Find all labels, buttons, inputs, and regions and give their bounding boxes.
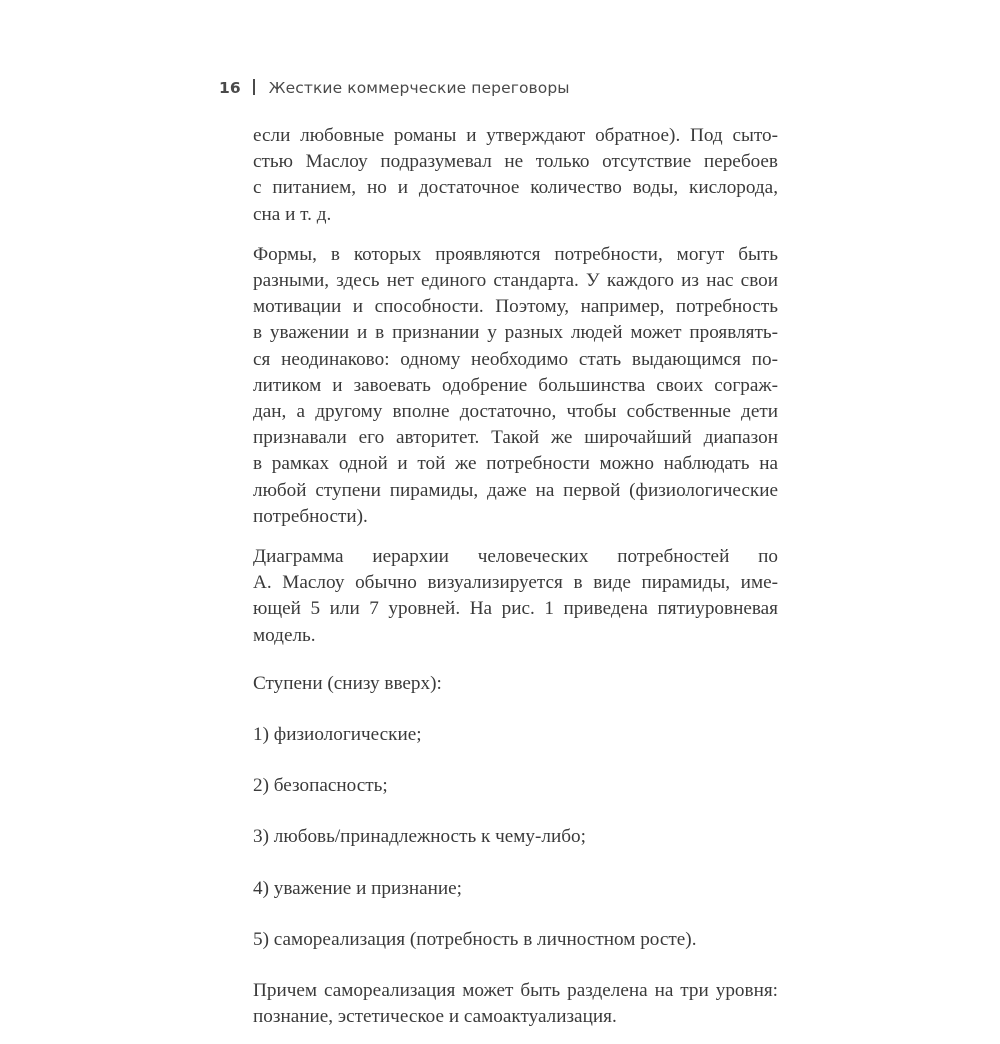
- paragraph-self-actualization-levels: [253, 978, 778, 1030]
- step-item-esteem: 4) уважение и признание;: [253, 877, 463, 899]
- text-line: в уважении и в признании у разных людей может проявлять-: [253, 322, 778, 344]
- text-line: если любовные романы и утверждают обратное). Под сыто-: [253, 125, 778, 146]
- step-item-safety: 2) безопасность;: [253, 775, 388, 797]
- steps-intro: Ступени (снизу вверх):: [253, 672, 442, 694]
- text-line: мотивации и способности. Поэтому, например, потребность: [253, 296, 778, 318]
- text-line: разными, здесь нет единого стандарта. У каждого из нас свои: [253, 270, 778, 292]
- header-separator: [253, 79, 255, 95]
- text-line: стью Маслоу подразумевал не только отсутствие перебоев: [253, 151, 778, 173]
- step-item-belonging: 3) любовь/принадлежность к чему-либо;: [253, 826, 586, 848]
- running-header: [219, 79, 570, 97]
- text-line: А. Маслоу обычно визуализируется в виде пирамиды, име-: [253, 572, 778, 594]
- steps-list: [253, 722, 778, 953]
- text-line: признавали его авторитет. Такой же широчайший диапазон: [253, 427, 778, 449]
- text-line: литиком и завоевать одобрение большинства своих сограж-: [253, 374, 778, 396]
- text-line: модель.: [253, 624, 316, 646]
- text-line: сна и т. д.: [253, 203, 332, 225]
- paragraph-forms-of-needs: [253, 242, 778, 530]
- text-line: Причем самореализация может быть разделена на три уровня:: [253, 980, 778, 1002]
- paragraph-satiety: [253, 123, 778, 228]
- text-line: потребности).: [253, 505, 368, 527]
- text-line: дан, а другому вполне достаточно, чтобы собственные дети: [253, 401, 778, 423]
- text-line: с питанием, но и достаточное количество воды, кислорода,: [253, 177, 778, 199]
- text-line: ющей 5 или 7 уровней. На рис. 1 приведена пятиуровневая: [253, 598, 778, 620]
- text-line: Формы, в которых проявляются потребности, могут быть: [253, 243, 778, 265]
- step-item-self-actualization: 5) самореализация (потребность в личностном росте).: [253, 928, 697, 950]
- body-text: [253, 123, 778, 1044]
- text-line: ся неодинаково: одному необходимо стать выдающимся по-: [253, 348, 778, 370]
- text-line: Диаграмма иерархии человеческих потребностей по: [253, 546, 778, 568]
- text-line: в рамках одной и той же потребности можно наблюдать на: [253, 453, 778, 475]
- book-title: Жесткие коммерческие переговоры: [268, 79, 570, 97]
- text-line: познание, эстетическое и самоактуализация.: [253, 1006, 617, 1028]
- page-number: 16: [219, 79, 241, 97]
- text-line: любой ступени пирамиды, даже на первой (физиологические: [253, 479, 778, 501]
- step-item-physiological: 1) физиологические;: [253, 724, 422, 746]
- paragraph-pyramid-diagram: [253, 544, 778, 649]
